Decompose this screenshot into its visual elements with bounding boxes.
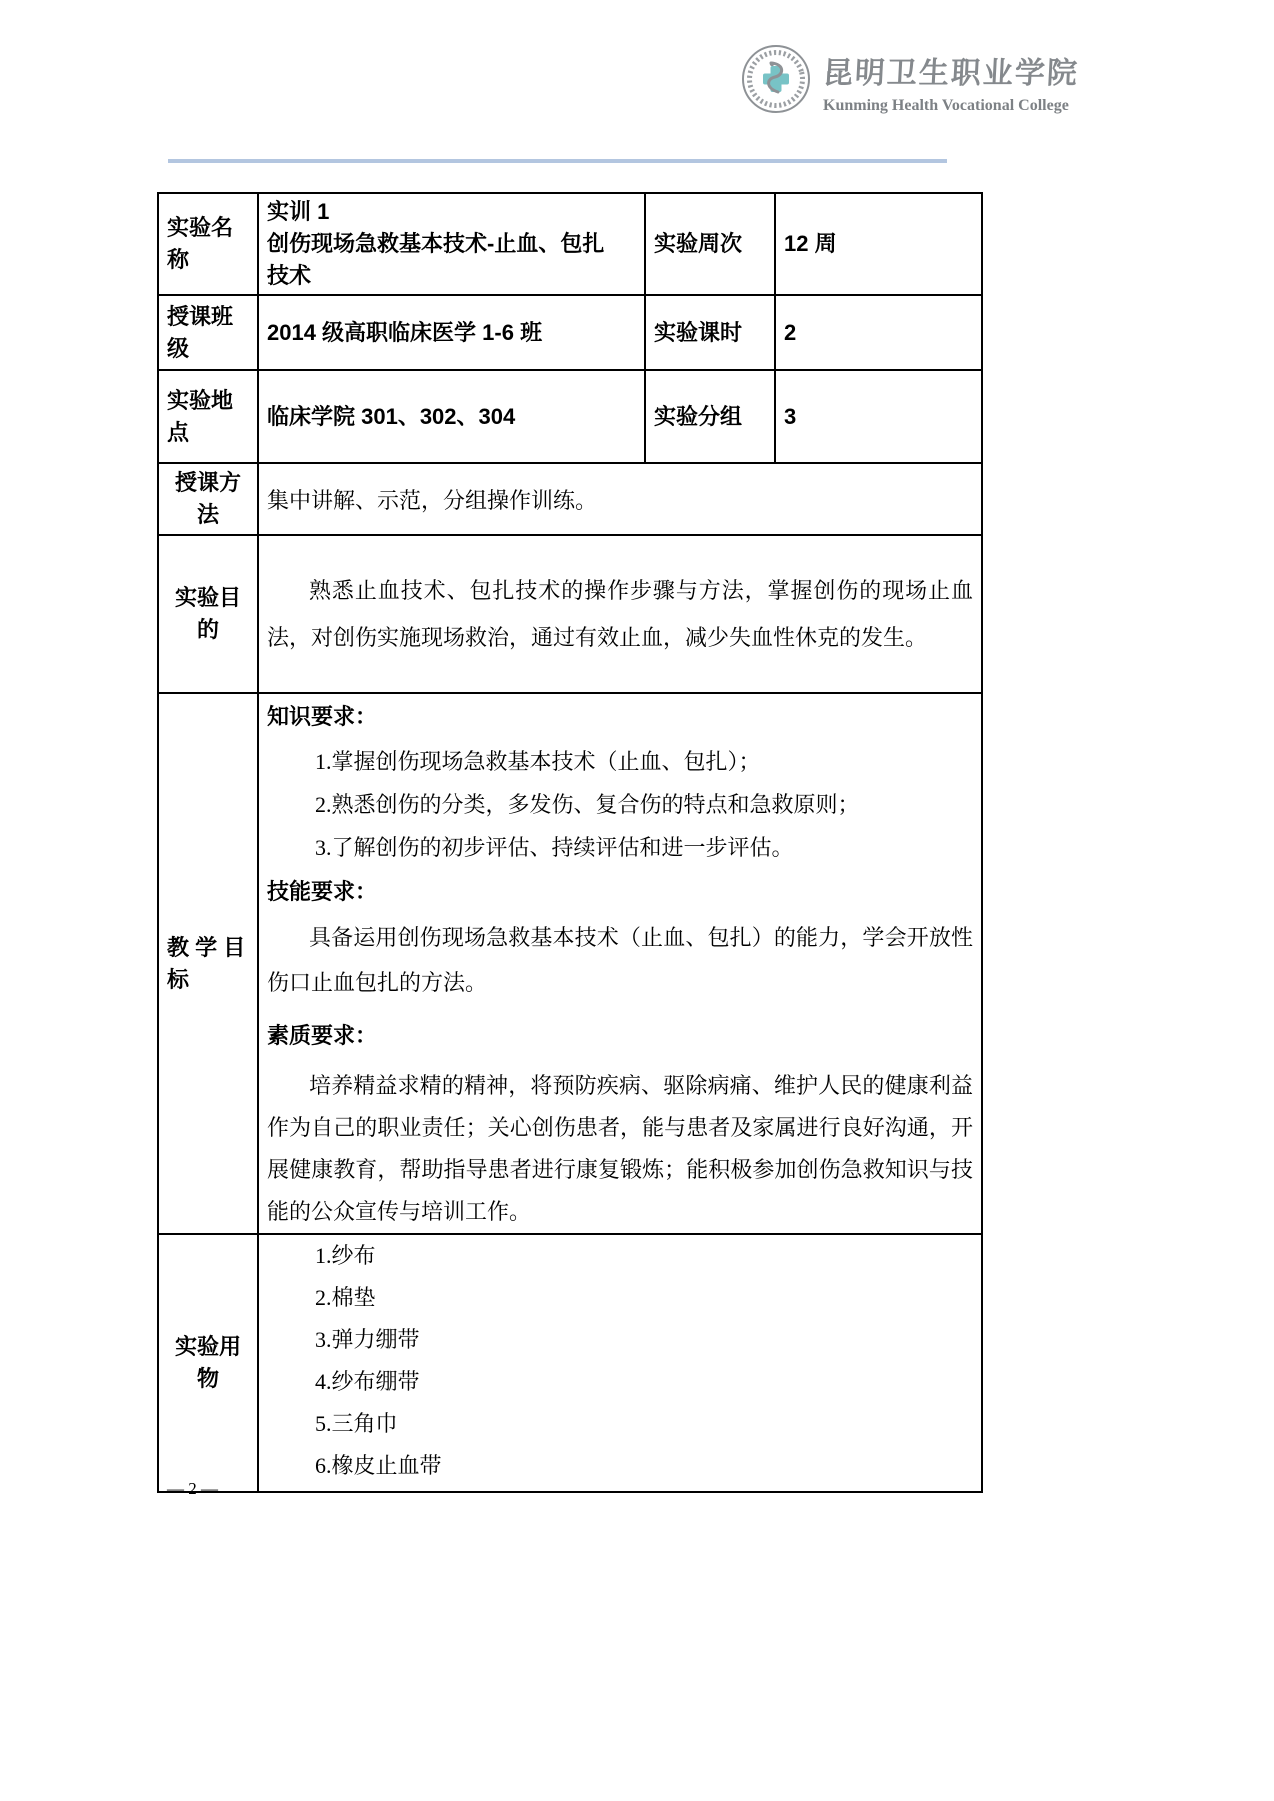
table-row <box>158 463 982 535</box>
knowledge-item: 2.熟悉创伤的分类，多发伤、复合伤的特点和急救原则； <box>315 792 860 817</box>
experiment-purpose-text: 熟悉止血技术、包扎技术的操作步骤与方法，掌握创伤的现场止血法，对创伤实施现场救治，通过有效止血，减少失血性休克的发生。 <box>267 578 973 650</box>
experiment-purpose-cell <box>258 535 982 693</box>
page-number: — 2 — <box>167 1479 218 1498</box>
skill-text: 具备运用创伤现场急救基本技术（止血、包扎）的能力，学会开放性伤口止血包扎的方法。 <box>267 925 973 995</box>
table-row <box>158 370 982 463</box>
grouping-value: 3 <box>775 370 982 463</box>
teaching-method-value: 集中讲解、示范，分组操作训练。 <box>258 463 982 535</box>
experiment-week-value: 12 周 <box>775 193 982 295</box>
knowledge-item: 1.掌握创伤现场急救基本技术（止血、包扎）； <box>315 749 761 774</box>
college-logo <box>741 44 1079 115</box>
class-label: 授课班级 <box>158 295 258 370</box>
table-row <box>158 193 982 295</box>
class-value: 2014 级高职临床医学 1-6 班 <box>258 295 645 370</box>
skill-heading: 技能要求： <box>267 879 378 904</box>
college-name-zh: 昆明卫生职业学院 <box>821 57 1080 90</box>
table-row <box>158 535 982 693</box>
quality-text: 培养精益求精的精神，将预防疾病、驱除病痛、维护人民的健康利益作为自己的职业责任；关心创伤患者，能与患者及家属进行良好沟通，开展健康教育，帮助指导患者进行康复锻炼；能积极参加创伤急救知识与技能的公众宣传与培训工作。 <box>267 1073 973 1224</box>
experiment-name-value <box>258 193 645 295</box>
class-hours-label: 实验课时 <box>645 295 775 370</box>
location-label: 实验地点 <box>158 370 258 463</box>
experiment-name-line1: 实训 1 <box>267 199 330 224</box>
materials-item: 2.棉垫 <box>315 1285 376 1310</box>
experiment-purpose-label: 实验目的 <box>158 535 258 693</box>
materials-item: 5.三角巾 <box>315 1411 398 1436</box>
college-logo-text <box>823 44 1079 115</box>
knowledge-item: 3.了解创伤的初步评估、持续评估和进一步评估。 <box>315 835 794 860</box>
materials-item: 4.纱布绷带 <box>315 1369 420 1394</box>
materials-cell <box>258 1234 982 1492</box>
college-name-en: Kunming Health Vocational College <box>823 97 1069 114</box>
college-seal-icon <box>741 44 811 114</box>
knowledge-heading: 知识要求： <box>267 704 378 729</box>
materials-item: 1.纱布 <box>315 1243 376 1268</box>
grouping-label: 实验分组 <box>645 370 775 463</box>
teaching-objectives-cell <box>258 693 982 1234</box>
class-hours-value: 2 <box>775 295 982 370</box>
experiment-name-label: 实验名称 <box>158 193 258 295</box>
table-row <box>158 1234 982 1492</box>
lesson-plan-table <box>157 192 983 1493</box>
quality-heading: 素质要求： <box>267 1023 378 1048</box>
materials-item: 3.弹力绷带 <box>315 1327 420 1352</box>
teaching-method-label: 授课方法 <box>158 463 258 535</box>
header-divider <box>168 159 947 163</box>
table-row <box>158 295 982 370</box>
materials-label: 实验用物 <box>158 1234 258 1492</box>
materials-item: 6.橡皮止血带 <box>315 1453 442 1478</box>
location-value: 临床学院 301、302、304 <box>258 370 645 463</box>
teaching-objectives-label: 教 学 目 标 <box>158 693 258 1234</box>
table-row <box>158 693 982 1234</box>
experiment-week-label: 实验周次 <box>645 193 775 295</box>
experiment-name-line2: 创伤现场急救基本技术-止血、包扎技术 <box>267 231 605 288</box>
